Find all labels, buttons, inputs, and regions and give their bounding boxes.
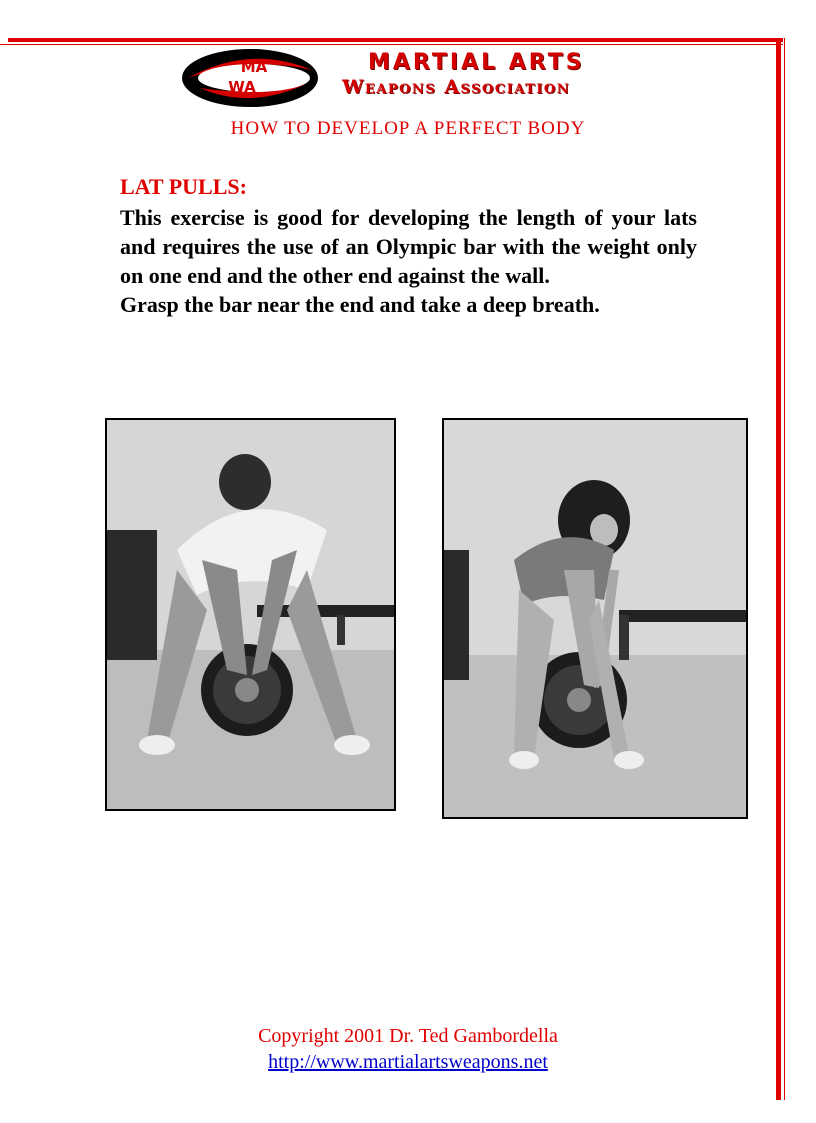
section-heading: LAT PULLS: <box>120 174 247 199</box>
right-border-hairline <box>784 38 785 1100</box>
website-link[interactable]: http://www.martialartsweapons.net <box>268 1051 548 1073</box>
description-paragraph: This exercise is good for developing the length of your lats and requires the use of an Olympic bar with the weight only on one end and the other end against the wall. <box>120 205 697 288</box>
logo-title-line1: MARTIAL ARTS <box>368 50 585 75</box>
instruction-paragraph: Grasp the bar near the end and take a deep breath. <box>120 292 600 317</box>
badge-bottom-text: WA <box>228 78 256 96</box>
badge-top-text: MA <box>240 58 268 76</box>
woman-lat-pull-image <box>444 420 746 817</box>
man-lat-pull-photo <box>105 418 396 811</box>
exercise-description <box>120 203 697 319</box>
top-border-rule <box>8 38 783 42</box>
top-border-hairline <box>0 44 783 45</box>
website-link-container <box>0 1051 816 1074</box>
right-border-rule <box>776 38 781 1100</box>
copyright-notice: Copyright 2001 Dr. Ted Gambordella <box>258 1025 558 1047</box>
man-lat-pull-image <box>107 420 394 809</box>
woman-lat-pull-photo <box>442 418 748 819</box>
association-logo <box>180 48 640 108</box>
page-subtitle: HOW TO DEVELOP A PERFECT BODY <box>230 118 586 139</box>
logo-title-line2: Weapons Association <box>342 76 571 98</box>
mawa-badge-icon <box>180 48 320 108</box>
